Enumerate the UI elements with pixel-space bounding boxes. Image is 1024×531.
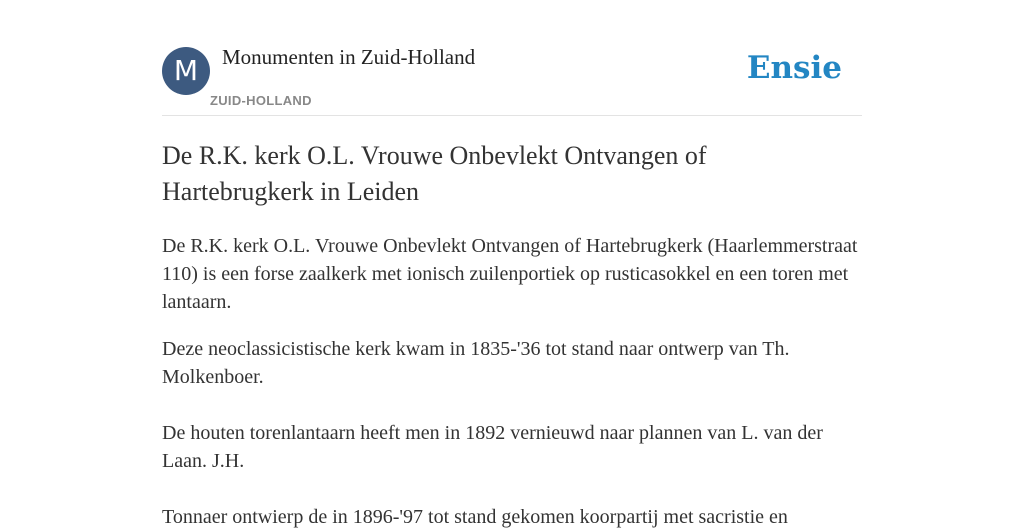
page-header xyxy=(162,0,862,116)
article-paragraph: Deze neoclassicistische kerk kwam in 1835-'36 tot stand naar ontwerp van Th. Molkenboer. xyxy=(162,338,790,388)
avatar[interactable]: M xyxy=(162,47,210,95)
article-title: De R.K. kerk O.L. Vrouwe Onbevlekt Ontvangen of Hartebrugkerk in Leiden xyxy=(162,141,707,206)
article-paragraph: De houten torenlantaarn heeft men in 1892 vernieuwd naar plannen van L. van der Laan. J.H. xyxy=(162,422,823,472)
content-container xyxy=(162,0,862,531)
site-title-link[interactable]: Monumenten in Zuid-Holland xyxy=(222,45,476,69)
region-tag[interactable]: ZUID-HOLLAND xyxy=(210,93,312,108)
article-paragraph: De R.K. kerk O.L. Vrouwe Onbevlekt Ontvangen of Hartebrugkerk (Haarlemmerstraat 110) is een forse zaalkerk met ionisch zuilenportiek op rusticasokkel en een toren met lantaarn. xyxy=(162,235,858,313)
article-paragraph: Tonnaer ontwierp de in 1896-'97 tot stand gekomen koorpartij met sacristie en xyxy=(162,506,788,528)
brand-logo[interactable]: Ensie xyxy=(746,50,842,86)
